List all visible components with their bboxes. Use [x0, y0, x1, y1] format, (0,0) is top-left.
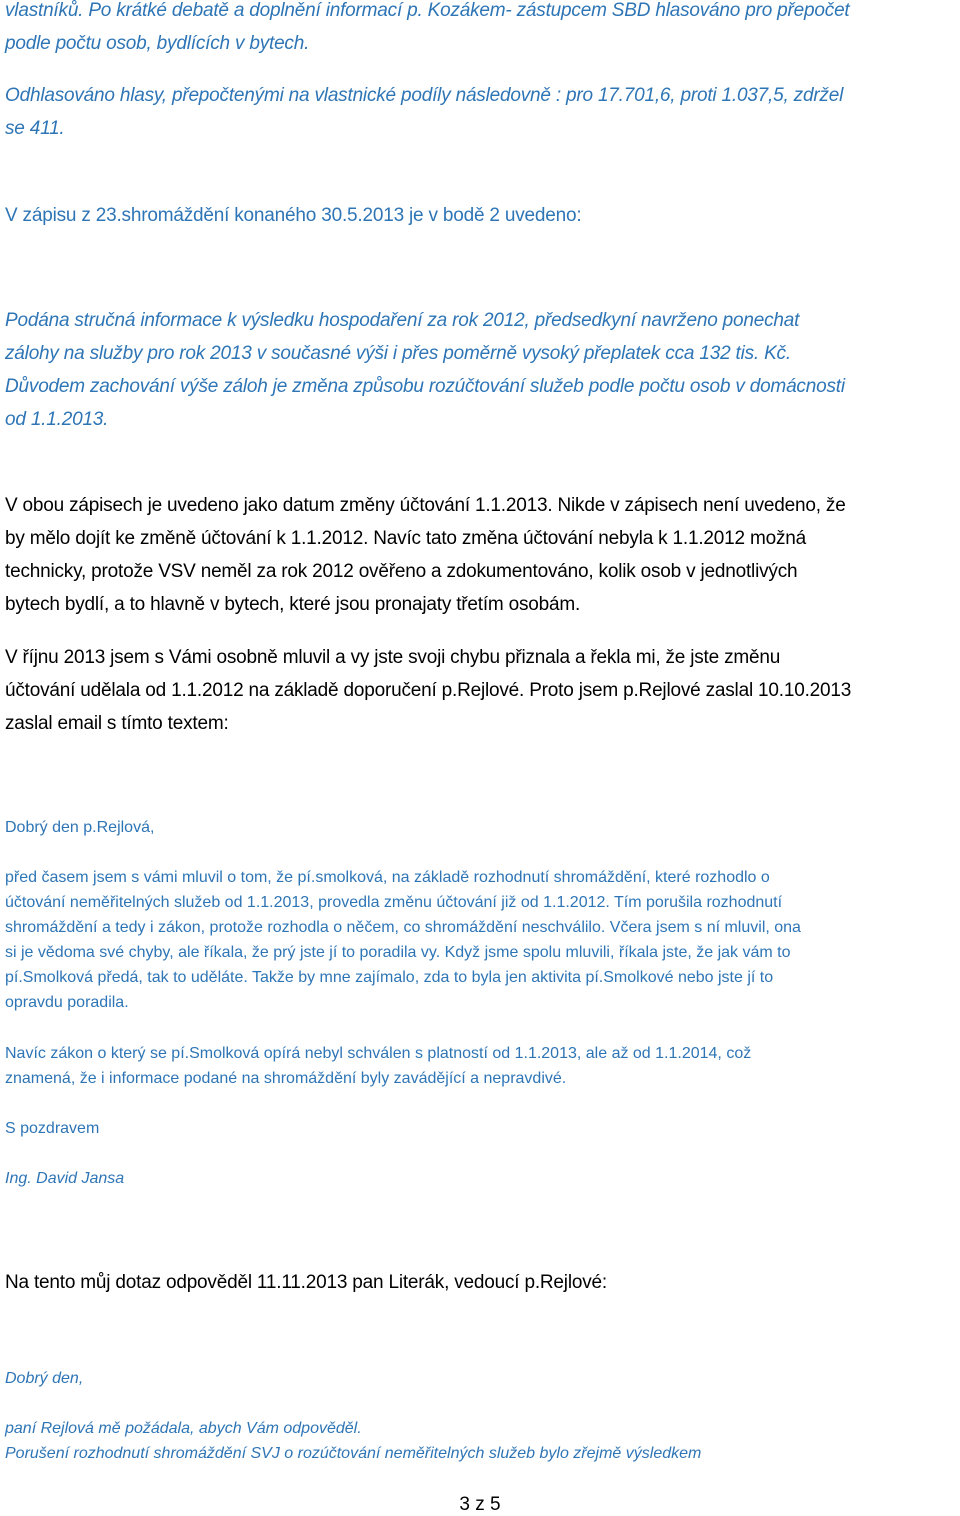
email-1-body-line-7: Navíc zákon o který se pí.Smolková opírá nebyl schválen s platností od 1.1.2013, ale až od 1.1.2014, což — [5, 1045, 752, 1062]
quote-line-1: Podána stručná informace k výsledku hospodaření za rok 2012, předsedkyní navrženo ponechat — [5, 310, 800, 331]
reply-intro-line: Na tento můj dotaz odpověděl 11.11.2013 pan Literák, vedoucí p.Rejlové: — [5, 1272, 607, 1293]
quote-line-3: Důvodem zachování výše záloh je změna způsobu rozúčtování služeb podle počtu osob v domácnosti — [5, 376, 845, 397]
email-1-body-line-5: pí.Smolková předá, tak to uděláte. Takže by mne zajímalo, zda to byla jen aktivita pí.Smolkové nebo jste jí to — [5, 969, 774, 986]
email-1-body-line-1: před časem jsem s vámi mluvil o tom, že pí.smolková, na základě rozhodnutí shromáždění, které rozhodlo o — [5, 869, 770, 886]
email-1-body-line-4: si je vědoma své chyby, ale říkala, že prý jste jí to poradila vy. Když jsme spolu mluvili, říkala jste, že jak vám to — [5, 944, 791, 961]
quote-line-2: zálohy na služby pro rok 2013 v současné výši i přes poměrně vysoký přeplatek cca 132 tis. Kč. — [5, 343, 791, 364]
minutes-ref-line: V zápisu z 23.shromáždění konaného 30.5.2013 je v bodě 2 uvedeno: — [5, 205, 582, 226]
paragraph-2-line-1: V říjnu 2013 jsem s Vámi osobně mluvil a vy jste svoji chybu přiznala a řekla mi, že jste změnu — [5, 647, 781, 668]
email-1-signature: Ing. David Jansa — [5, 1170, 125, 1187]
top-line-2: podle počtu osob, bydlících v bytech. — [5, 33, 310, 54]
email-2-body-line-2: Porušení rozhodnutí shromáždění SVJ o rozúčtování neměřitelných služeb bylo zřejmě výsledkem — [5, 1445, 702, 1462]
email-1-greeting: Dobrý den p.Rejlová, — [5, 819, 155, 836]
email-1-closing: S pozdravem — [5, 1120, 100, 1137]
email-2-greeting: Dobrý den, — [5, 1370, 84, 1387]
paragraph-1-line-1: V obou zápisech je uvedeno jako datum změny účtování 1.1.2013. Nikde v zápisech není uvedeno, že — [5, 495, 846, 516]
page-number: 3 z 5 — [459, 1494, 501, 1515]
paragraph-1-line-3: technicky, protože VSV neměl za rok 2012 ověřeno a zdokumentováno, kolik osob v jednotlivých — [5, 561, 798, 582]
email-1-body-line-3: shromáždění a tedy i zákon, protože rozhodla o něčem, co shromáždění neschválilo. Včera jsem s ní mluvil, ona — [5, 919, 801, 936]
paragraph-1-line-2: by mělo dojít ke změně účtování k 1.1.2012. Navíc tato změna účtování nebyla k 1.1.2012 možná — [5, 528, 806, 549]
top-line-1: vlastníků. Po krátké debatě a doplnění informací p. Kozákem- zástupcem SBD hlasováno pro přepočet — [5, 0, 850, 21]
top-line-4: se 411. — [5, 118, 65, 139]
email-1-body-line-6: opravdu poradila. — [5, 994, 129, 1011]
paragraph-1-line-4: bytech bydlí, a to hlavně v bytech, které jsou pronajaty třetím osobám. — [5, 594, 581, 615]
quote-line-4: od 1.1.2013. — [5, 409, 109, 430]
email-1-body-line-2: účtování neměřitelných služeb od 1.1.2013, provedla změnu účtování již od 1.1.2012. Tím porušila rozhodnutí — [5, 894, 783, 911]
email-1-body-line-8: znamená, že i informace podané na shromáždění byly zavádějící a nepravdivé. — [5, 1070, 567, 1087]
top-line-3: Odhlasováno hlasy, přepočtenými na vlastnické podíly následovně : pro 17.701,6, proti 1.037,5, zdržel — [5, 85, 844, 106]
paragraph-2-line-2: účtování udělala od 1.1.2012 na základě doporučení p.Rejlové. Proto jsem p.Rejlové zaslal 10.10.2013 — [5, 680, 852, 701]
paragraph-2-line-3: zaslal email s tímto textem: — [5, 713, 229, 734]
email-2-body-line-1: paní Rejlová mě požádala, abych Vám odpověděl. — [5, 1420, 362, 1437]
